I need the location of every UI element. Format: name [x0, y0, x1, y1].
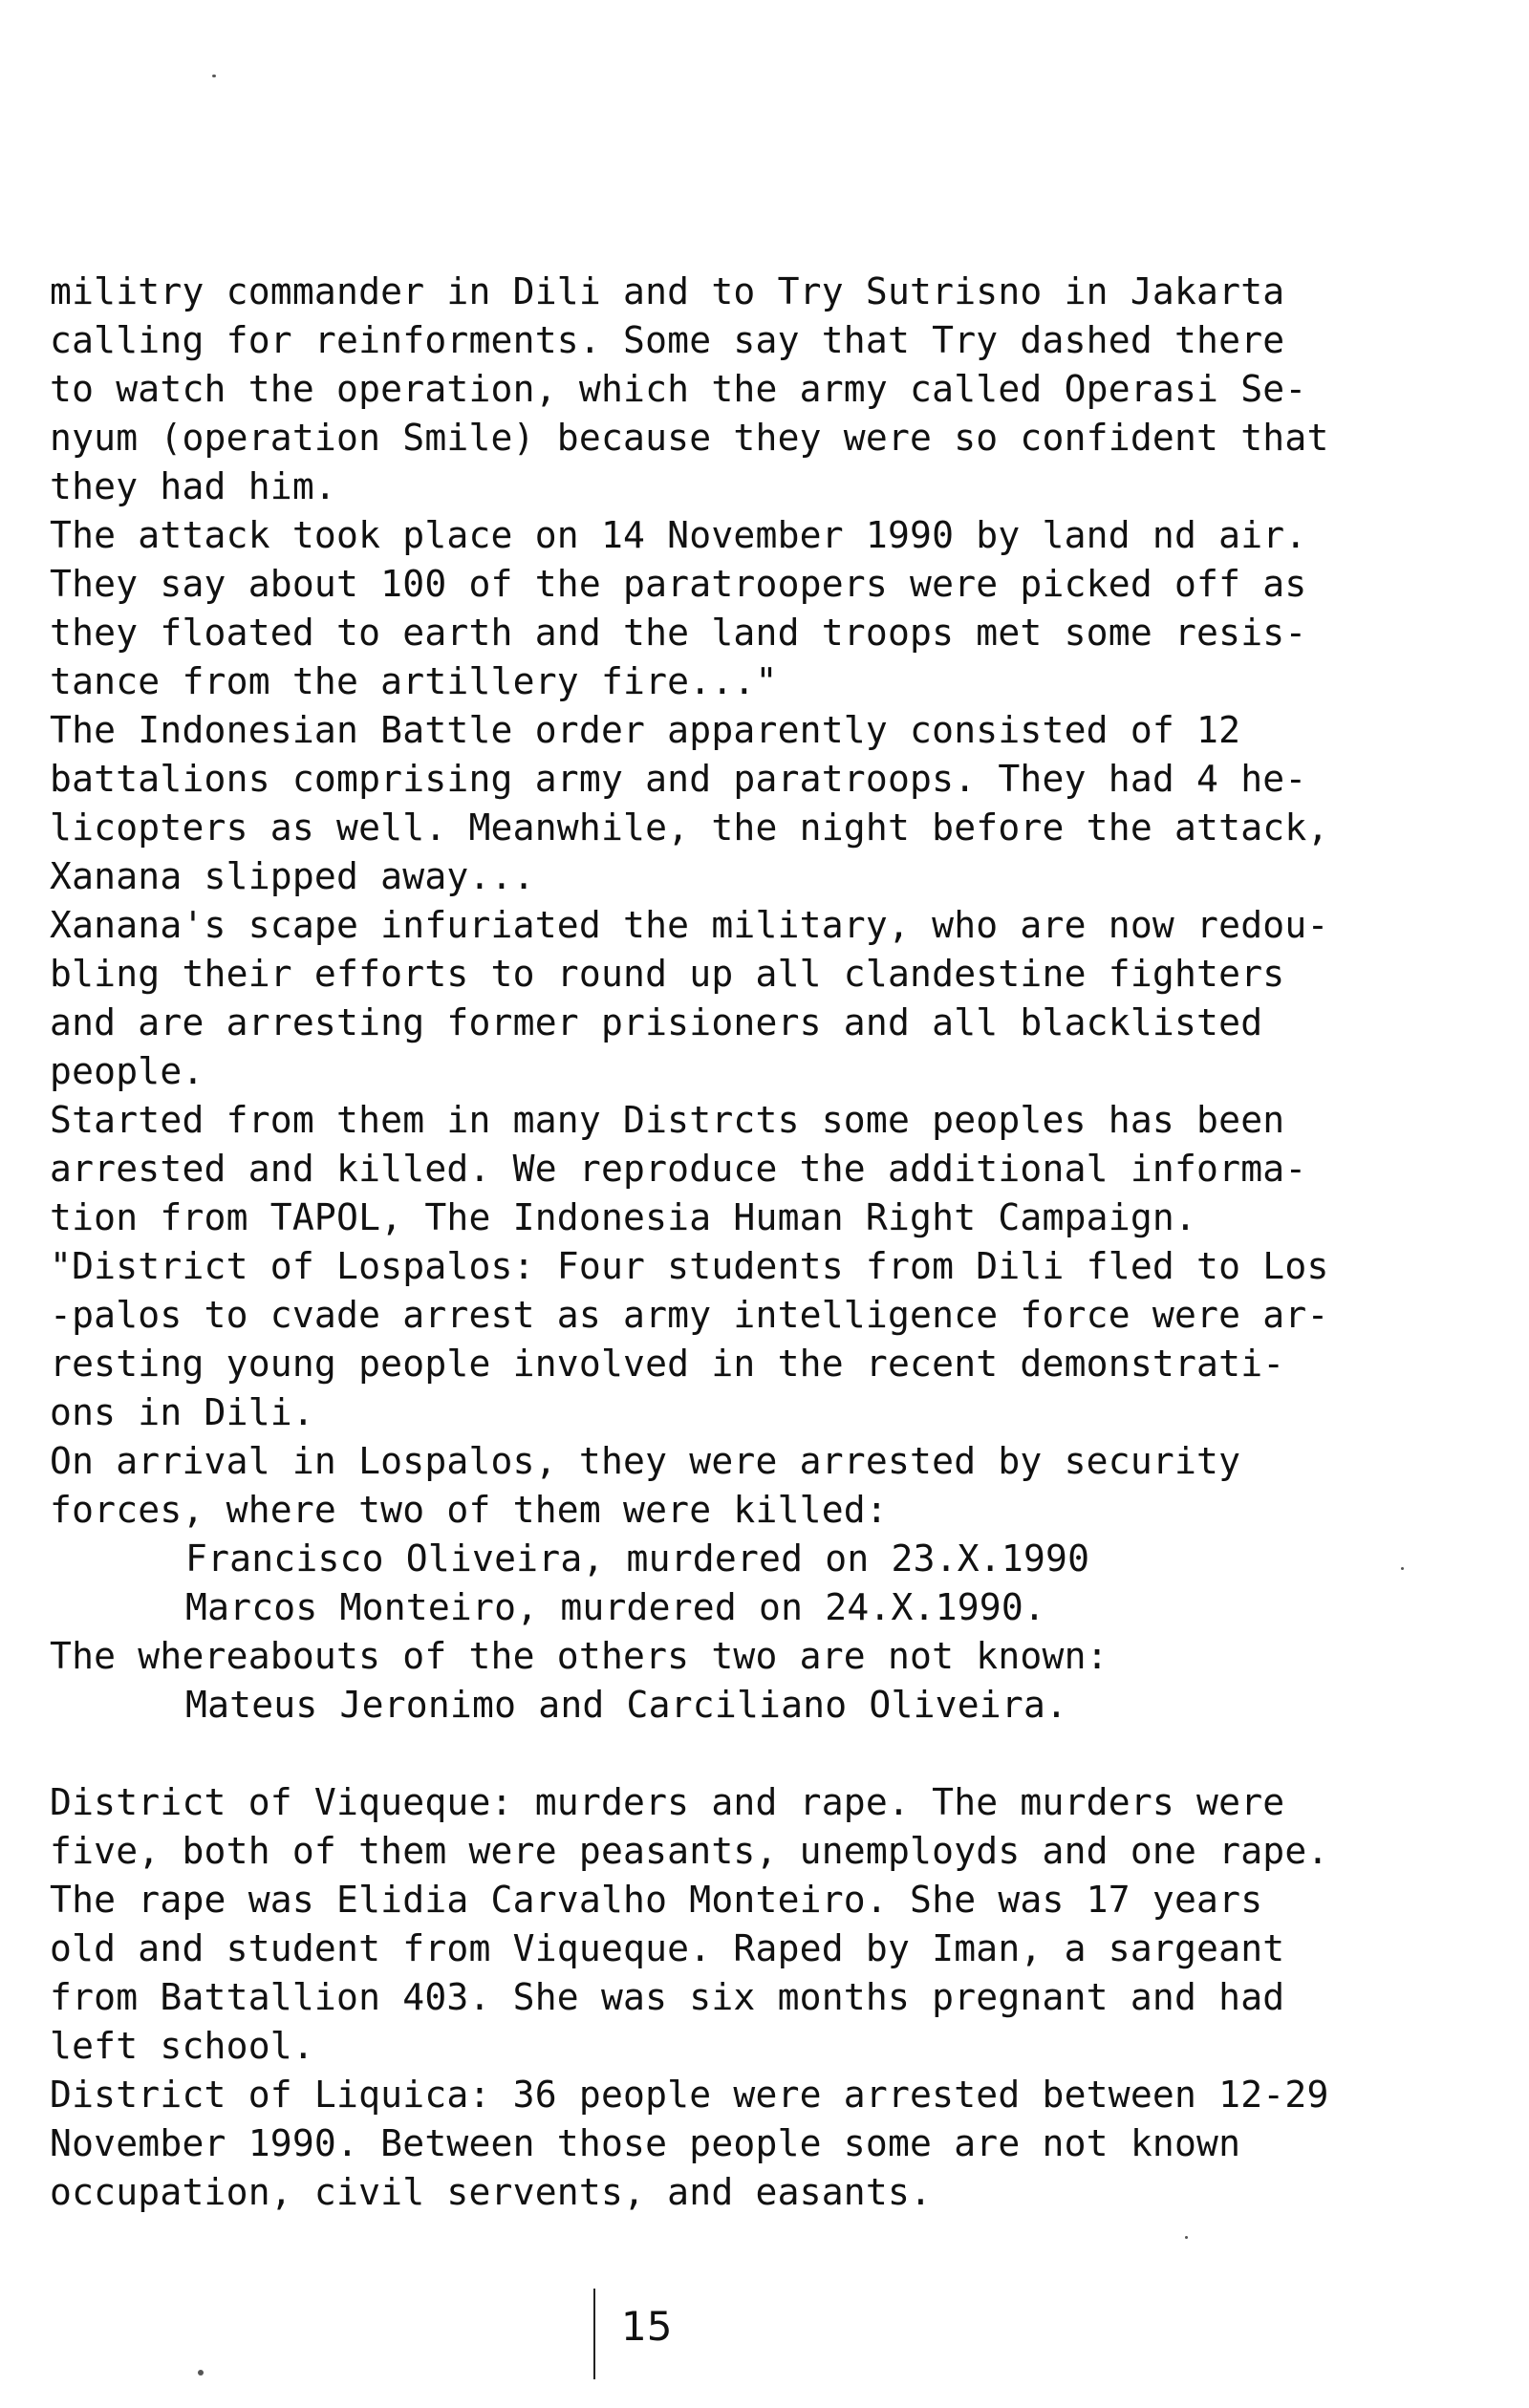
text-line: -palos to cvade arrest as army intelligence force were ar-	[50, 1294, 1329, 1336]
text-line: The Indonesian Battle order apparently consisted of 12	[50, 709, 1241, 751]
text-line: Xanana slipped away...	[50, 855, 535, 897]
text-line: forces, where two of them were killed:	[50, 1489, 888, 1531]
page-number-divider	[593, 2289, 595, 2379]
paragraph-gap	[50, 1730, 1454, 1778]
page-number: 15	[621, 2303, 673, 2350]
text-line: Xanana's scape infuriated the military, who are now redou-	[50, 904, 1329, 946]
scan-speck	[198, 2370, 204, 2376]
text-line: November 1990. Between those people some are not known	[50, 2122, 1241, 2164]
text-line: people.	[50, 1050, 205, 1092]
unknown-names: Mateus Jeronimo and Carciliano Oliveira.	[185, 1684, 1068, 1726]
scan-speck	[1401, 1567, 1404, 1570]
victim-entry: Marcos Monteiro, murdered on 24.X.1990.	[185, 1586, 1046, 1628]
text-line: Started from them in many Distrcts some peoples has been	[50, 1099, 1285, 1141]
text-line: arrested and killed. We reproduce the additional informa-	[50, 1148, 1307, 1190]
text-line: District of Liquica: 36 people were arrested between 12-29	[50, 2074, 1329, 2116]
text-line: old and student from Viqueque. Raped by Iman, a sargeant	[50, 1927, 1285, 1969]
text-line: they had him.	[50, 465, 337, 507]
text-line: from Battallion 403. She was six months pregnant and had	[50, 1976, 1285, 2018]
text-line: calling for reinforments. Some say that Try dashed there	[50, 319, 1285, 361]
text-line: they floated to earth and the land troops met some resis-	[50, 612, 1307, 654]
text-line: occupation, civil servents, and easants.	[50, 2171, 933, 2213]
scan-speck	[212, 75, 216, 77]
text-line: tance from the artillery fire..."	[50, 660, 778, 702]
text-line: licopters as well. Meanwhile, the night before the attack,	[50, 806, 1329, 849]
text-line: They say about 100 of the paratroopers were picked off as	[50, 563, 1307, 605]
text-line: bling their efforts to round up all clandestine fighters	[50, 953, 1285, 995]
body-text	[50, 268, 1454, 2217]
text-line: to watch the operation, which the army called Operasi Se-	[50, 368, 1307, 410]
text-line: tion from TAPOL, The Indonesia Human Right Campaign.	[50, 1196, 1197, 1238]
text-line: and are arresting former prisioners and all blacklisted	[50, 1001, 1263, 1043]
scan-speck	[1185, 2236, 1188, 2239]
text-line: resting young people involved in the recent demonstrati-	[50, 1343, 1285, 1385]
text-line: battalions comprising army and paratroops. They had 4 he-	[50, 758, 1307, 800]
text-line: "District of Lospalos: Four students from Dili fled to Los	[50, 1245, 1329, 1287]
text-line: The rape was Elidia Carvalho Monteiro. She was 17 years	[50, 1879, 1263, 1921]
text-line: The whereabouts of the others two are not known:	[50, 1635, 1109, 1677]
text-line: nyum (operation Smile) because they were so confident that	[50, 417, 1329, 459]
text-line: ons in Dili.	[50, 1391, 314, 1433]
text-line: left school.	[50, 2025, 314, 2067]
victim-entry: Francisco Oliveira, murdered on 23.X.1990	[185, 1537, 1090, 1580]
text-line: five, both of them were peasants, unemployds and one rape.	[50, 1830, 1329, 1872]
text-line: militry commander in Dili and to Try Sutrisno in Jakarta	[50, 270, 1285, 312]
text-line: On arrival in Lospalos, they were arrested by security	[50, 1440, 1241, 1482]
text-line: The attack took place on 14 November 1990 by land nd air.	[50, 514, 1307, 556]
text-line: District of Viqueque: murders and rape. The murders were	[50, 1781, 1285, 1823]
